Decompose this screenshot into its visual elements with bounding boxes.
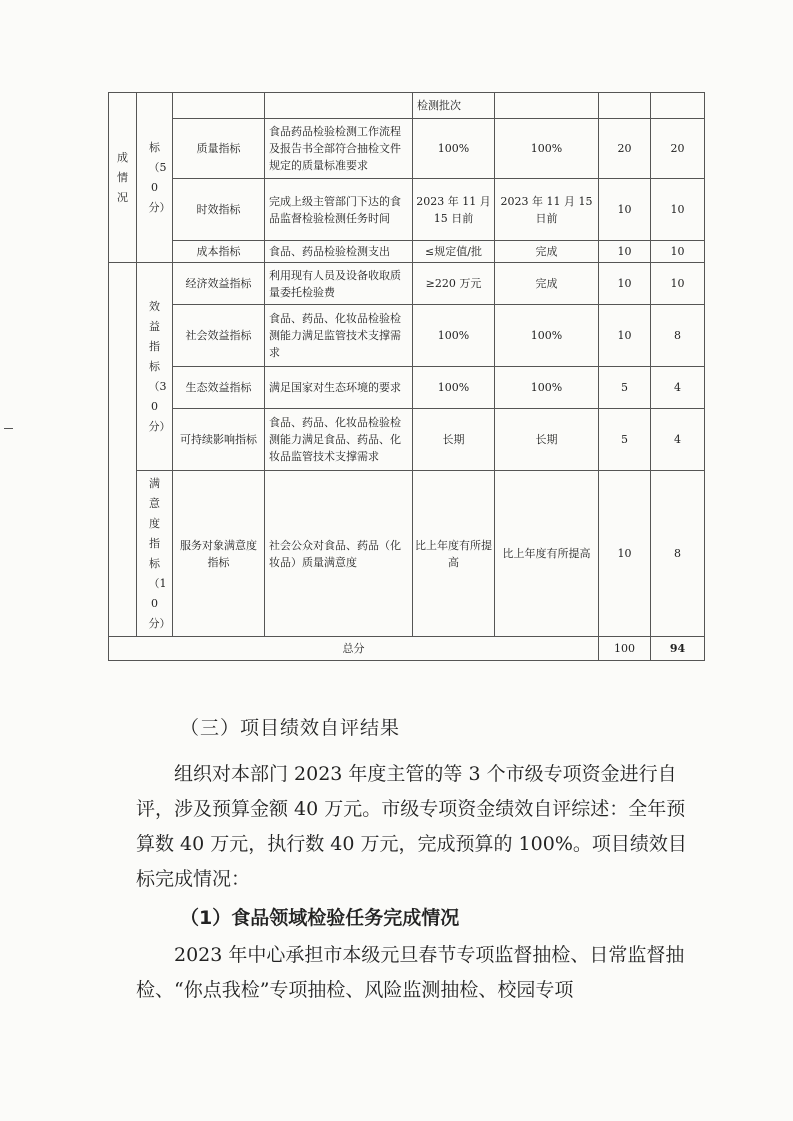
indicator-name: 质量指标 [173,119,265,179]
indicator-name: 成本指标 [173,241,265,263]
indicator-target: 100% [413,367,495,409]
margin-mark [4,428,13,429]
indicator-actual: 2023 年 11 月 15 日前 [495,179,599,241]
indicator-target: 长期 [413,409,495,471]
total-weight: 100 [599,637,651,661]
indicator-desc: 社会公众对食品、药品（化妆品）质量满意度 [265,471,413,637]
group-cell-output: 标（50分） [137,93,173,263]
indicator-desc: 食品、药品、化妆品检验检测能力满足监管技术支撑需求 [265,305,413,367]
indicator-desc: 完成上级主管部门下达的食品监督检验检测任务时间 [265,179,413,241]
indicator-score: 8 [651,305,705,367]
target-cell: 检测批次 [413,93,495,119]
indicator-weight: 10 [599,305,651,367]
indicator-weight: 10 [599,179,651,241]
indicator-score: 4 [651,367,705,409]
table-row [109,93,705,119]
indicator-score: 4 [651,409,705,471]
indicator-actual: 100% [495,367,599,409]
indicator-weight: 10 [599,471,651,637]
table-row [109,471,705,637]
indicator-target: 2023 年 11 月 15 日前 [413,179,495,241]
indicator-name: 经济效益指标 [173,263,265,305]
group-cell-satisfaction: 满意度指标（10分） [137,471,173,637]
table-row [109,179,705,241]
table-row [109,263,705,305]
indicator-target: 100% [413,119,495,179]
table-row [109,367,705,409]
indicator-score: 10 [651,263,705,305]
indicator-weight: 5 [599,409,651,471]
indicator-desc: 食品、药品检验检测支出 [265,241,413,263]
indicator-weight: 10 [599,241,651,263]
indicator-score: 8 [651,471,705,637]
indicator-weight: 20 [599,119,651,179]
indicator-score: 20 [651,119,705,179]
total-score: 94 [651,637,705,661]
indicator-name: 时效指标 [173,179,265,241]
table-row [109,119,705,179]
indicator-desc: 满足国家对生态环境的要求 [265,367,413,409]
table-row [109,409,705,471]
indicator-actual: 长期 [495,409,599,471]
total-row [109,637,705,661]
section-heading: （三）项目绩效自评结果 [180,717,401,739]
indicator-name: 生态效益指标 [173,367,265,409]
indicator-actual: 比上年度有所提高 [495,471,599,637]
category-cell: 成情况 [109,93,137,263]
paragraph-food-inspection: 2023 年中心承担市本级元旦春节专项监督抽检、日常监督抽检、“你点我检”专项抽检、风险监测抽检、校园专项 [136,944,685,1001]
indicator-name: 可持续影响指标 [173,409,265,471]
indicator-weight: 10 [599,263,651,305]
indicator-actual: 完成 [495,263,599,305]
total-label: 总分 [109,637,599,661]
performance-table [108,92,705,661]
indicator-desc: 食品药品检验检测工作流程及报告书全部符合抽检文件规定的质量标准要求 [265,119,413,179]
indicator-actual: 100% [495,305,599,367]
indicator-desc: 食品、药品、化妆品检验检测能力满足食品、药品、化妆品监管技术支撑需求 [265,409,413,471]
indicator-desc: 利用现有人员及设备收取质量委托检验费 [265,263,413,305]
indicator-score: 10 [651,179,705,241]
indicator-weight: 5 [599,367,651,409]
indicator-score: 10 [651,241,705,263]
paragraph-summary: 组织对本部门 2023 年度主管的等 3 个市级专项资金进行自评，涉及预算金额 40 万元。市级专项资金绩效自评综述：全年预算数 40 万元，执行数 40 万元，完成预算的 100%。项目绩效目标完成情况： [136,763,687,890]
table-row [109,305,705,367]
sub-heading: （1）食品领域检验任务完成情况 [180,907,460,929]
indicator-target: 100% [413,305,495,367]
indicator-name: 社会效益指标 [173,305,265,367]
group-cell-benefit: 效益指标（30分） [137,263,173,471]
indicator-name: 服务对象满意度指标 [173,471,265,637]
indicator-target: 比上年度有所提高 [413,471,495,637]
indicator-target: ≤规定值/批 [413,241,495,263]
indicator-actual: 完成 [495,241,599,263]
table-row [109,241,705,263]
indicator-target: ≥220 万元 [413,263,495,305]
indicator-actual: 100% [495,119,599,179]
